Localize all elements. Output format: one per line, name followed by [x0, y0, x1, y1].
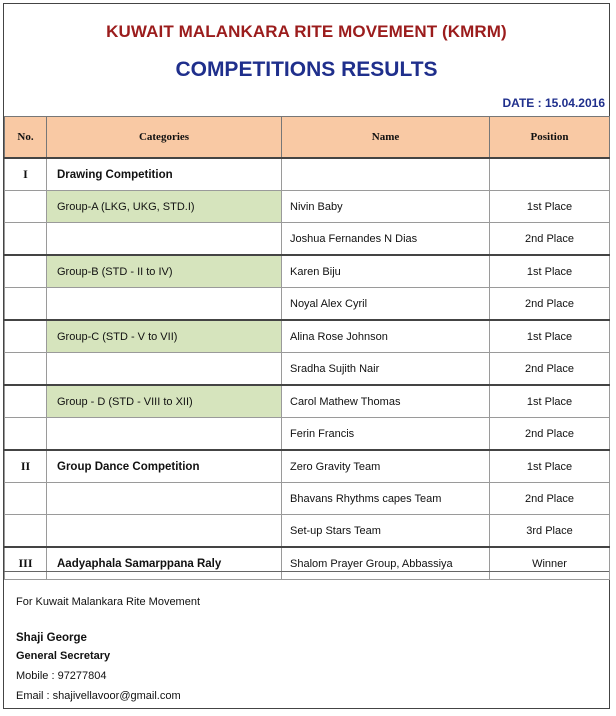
row-name: Bhavans Rhythms capes Team [282, 483, 490, 515]
row-position: 3rd Place [490, 515, 610, 548]
table-row [5, 158, 610, 191]
table-header-row [5, 117, 610, 159]
results-table [4, 116, 610, 580]
row-name: Ferin Francis [282, 418, 490, 451]
row-name: Sradha Sujith Nair [282, 353, 490, 386]
row-position [490, 158, 610, 191]
table-row [5, 515, 610, 548]
row-category [47, 483, 282, 515]
row-number [5, 320, 47, 353]
row-position: 1st Place [490, 385, 610, 418]
row-position: 1st Place [490, 191, 610, 223]
row-number [5, 385, 47, 418]
row-position: 2nd Place [490, 288, 610, 321]
row-number: II [5, 450, 47, 483]
row-name: Nivin Baby [282, 191, 490, 223]
footer-for-line: For Kuwait Malankara Rite Movement [16, 596, 201, 608]
table-row [5, 483, 610, 515]
column-header-no: No. [5, 117, 47, 159]
signatory-name: Shaji George [16, 632, 87, 644]
mobile-number: Mobile : 97277804 [16, 670, 107, 682]
row-position: 1st Place [490, 320, 610, 353]
row-number [5, 288, 47, 321]
row-category [47, 418, 282, 451]
row-category: Group Dance Competition [47, 450, 282, 483]
date-label: DATE : 15.04.2016 [502, 96, 605, 110]
row-number [5, 191, 47, 223]
row-name: Alina Rose Johnson [282, 320, 490, 353]
row-number: III [5, 547, 47, 580]
row-position: 2nd Place [490, 418, 610, 451]
row-number [5, 483, 47, 515]
row-category: Group-B (STD - II to IV) [47, 255, 282, 288]
row-number: I [5, 158, 47, 191]
signature-footer [4, 571, 609, 709]
row-category [47, 353, 282, 386]
row-position: 2nd Place [490, 353, 610, 386]
row-position: 1st Place [490, 255, 610, 288]
email-address: Email : shajivellavoor@gmail.com [16, 690, 181, 702]
table-row [5, 450, 610, 483]
row-position: Winner [490, 547, 610, 580]
page-title: COMPETITIONS RESULTS [175, 58, 438, 81]
table-row [5, 320, 610, 353]
row-name: Set-up Stars Team [282, 515, 490, 548]
row-name: Joshua Fernandes N Dias [282, 223, 490, 256]
row-name: Karen Biju [282, 255, 490, 288]
row-position: 2nd Place [490, 223, 610, 256]
row-number [5, 418, 47, 451]
row-number [5, 353, 47, 386]
row-name [282, 158, 490, 191]
row-name: Carol Mathew Thomas [282, 385, 490, 418]
organization-title: KUWAIT MALANKARA RITE MOVEMENT (KMRM) [106, 22, 507, 41]
table-row [5, 418, 610, 451]
row-category: Aadyaphala Samarppana Raly [47, 547, 282, 580]
row-number [5, 223, 47, 256]
table-row [5, 385, 610, 418]
table-row [5, 353, 610, 386]
row-name: Shalom Prayer Group, Abbassiya [282, 547, 490, 580]
column-header-categories: Categories [47, 117, 282, 159]
row-category [47, 515, 282, 548]
row-category: Group-A (LKG, UKG, STD.I) [47, 191, 282, 223]
row-category: Group-C (STD - V to VII) [47, 320, 282, 353]
row-number [5, 515, 47, 548]
row-position: 1st Place [490, 450, 610, 483]
table-row [5, 191, 610, 223]
row-position: 2nd Place [490, 483, 610, 515]
results-sheet [3, 3, 610, 709]
column-header-name: Name [282, 117, 490, 159]
table-row [5, 223, 610, 256]
row-number [5, 255, 47, 288]
row-name: Noyal Alex Cyril [282, 288, 490, 321]
table-row [5, 255, 610, 288]
row-category: Group - D (STD - VIII to XII) [47, 385, 282, 418]
row-name: Zero Gravity Team [282, 450, 490, 483]
signatory-role: General Secretary [16, 650, 111, 662]
row-category [47, 288, 282, 321]
column-header-position: Position [490, 117, 610, 159]
row-category: Drawing Competition [47, 158, 282, 191]
table-row [5, 288, 610, 321]
row-category [47, 223, 282, 256]
